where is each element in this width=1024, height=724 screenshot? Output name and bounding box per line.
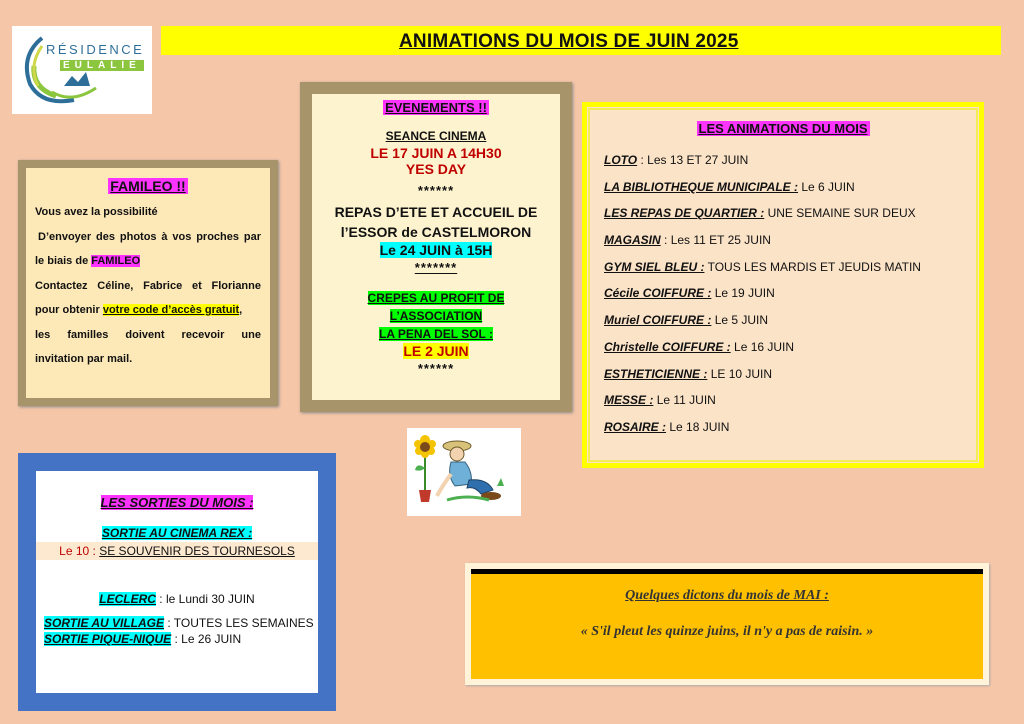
- gardener-sunflower-icon: [407, 428, 521, 516]
- film-title: SE SOUVENIR DES TOURNESOLS: [99, 544, 295, 558]
- cinema-rex-film: [36, 542, 318, 560]
- film-date: Le 10 :: [59, 544, 96, 558]
- famileo-line: Vous avez la possibilité: [35, 206, 158, 218]
- famileo-code-highlight: votre code d’accès gratuit: [102, 304, 240, 316]
- list-item: ROSAIRE : Le 18 JUIN: [604, 419, 730, 434]
- list-item: GYM SIEL BLEU : TOUS LES MARDIS ET JEUDIS MATIN: [604, 259, 921, 274]
- page-title: ANIMATIONS DU MOIS DE JUIN 2025: [399, 31, 739, 52]
- dictons-box: [465, 563, 989, 685]
- cinema-date: LE 17 JUIN A 14H30: [370, 145, 502, 161]
- list-item: Muriel COIFFURE : Le 5 JUIN: [604, 313, 769, 328]
- famileo-line: Contactez Céline, Fabrice et Florianne: [35, 279, 261, 292]
- pique-nique-label: SORTIE PIQUE-NIQUE: [44, 632, 172, 646]
- crepes-line: L’ASSOCIATION: [389, 309, 483, 323]
- logo-word-eulalie: EULALIE: [60, 60, 144, 71]
- leclerc-detail: : le Lundi 30 JUIN: [155, 592, 255, 606]
- leclerc-label: LECLERC: [99, 592, 156, 606]
- list-item: MAGASIN : Les 11 ET 25 JUIN: [604, 233, 771, 248]
- famileo-line: D’envoyer des photos à vos proches par: [38, 230, 261, 243]
- stars-separator: *******: [414, 260, 458, 275]
- list-item: MESSE : Le 11 JUIN: [604, 393, 716, 408]
- title-banner: [161, 26, 1001, 55]
- famileo-line: les familles doivent recevoir une: [35, 328, 261, 341]
- famileo-line: invitation par mail.: [35, 353, 133, 365]
- crepes-date: LE 2 JUIN: [403, 343, 469, 359]
- events-box: [300, 82, 572, 412]
- dictons-quote: « S'il pleut les quinze juins, il n'y a pas de raisin. »: [580, 624, 874, 639]
- village-detail: : TOUTES LES SEMAINES: [164, 616, 314, 630]
- sorties-box: [18, 453, 336, 711]
- events-heading: EVENEMENTS !!: [385, 100, 487, 115]
- list-item: Cécile COIFFURE : Le 19 JUIN: [604, 286, 775, 301]
- repas-date: Le 24 JUIN à 15H: [379, 242, 493, 258]
- list-item: LOTO : Les 13 ET 27 JUIN: [604, 153, 749, 167]
- pique-nique-line: [36, 632, 318, 646]
- list-item: LA BIBLIOTHEQUE MUNICIPALE : Le 6 JUIN: [604, 179, 855, 194]
- leclerc-line: [36, 592, 318, 606]
- cinema-label: SEANCE CINEMA: [385, 129, 487, 143]
- repas-line: l’ESSOR de CASTELMORON: [340, 224, 532, 240]
- famileo-name: FAMILEO: [91, 255, 141, 267]
- cinema-film: YES DAY: [405, 161, 467, 177]
- repas-line: REPAS D’ETE ET ACCUEIL DE: [334, 204, 538, 220]
- logo-word-residence: RÉSIDENCE: [46, 42, 145, 57]
- crepes-line: CREPES AU PROFIT DE: [367, 291, 505, 305]
- pique-nique-detail: : Le 26 JUIN: [171, 632, 242, 646]
- animations-heading: LES ANIMATIONS DU MOIS: [698, 121, 868, 136]
- village-label: SORTIE AU VILLAGE: [44, 616, 165, 630]
- list-item: Christelle COIFFURE : Le 16 JUIN: [604, 339, 795, 354]
- list-item: ESTHETICIENNE : LE 10 JUIN: [604, 366, 773, 381]
- animations-list: [604, 150, 962, 444]
- animations-box: [582, 102, 984, 468]
- famileo-line: pour obtenir: [35, 304, 103, 316]
- famileo-box: [18, 160, 278, 406]
- famileo-line: le biais de: [35, 255, 92, 267]
- stars-separator: ******: [417, 361, 455, 376]
- gardener-clipart: [407, 428, 521, 516]
- famileo-comma: ,: [239, 304, 243, 316]
- sorties-heading: LES SORTIES DU MOIS :: [100, 495, 254, 510]
- village-line: [36, 616, 318, 630]
- crepes-line: LA PENA DEL SOL :: [378, 327, 493, 341]
- famileo-text: [35, 200, 261, 372]
- stars-separator: ******: [417, 183, 455, 198]
- famileo-heading: FAMILEO !!: [110, 178, 186, 194]
- list-item: LES REPAS DE QUARTIER : UNE SEMAINE SUR DEUX: [604, 206, 916, 221]
- cinema-rex-label: SORTIE AU CINEMA REX :: [101, 526, 253, 540]
- dictons-heading: Quelques dictons du mois de MAI :: [625, 588, 829, 603]
- residence-eulalie-logo: [12, 26, 152, 114]
